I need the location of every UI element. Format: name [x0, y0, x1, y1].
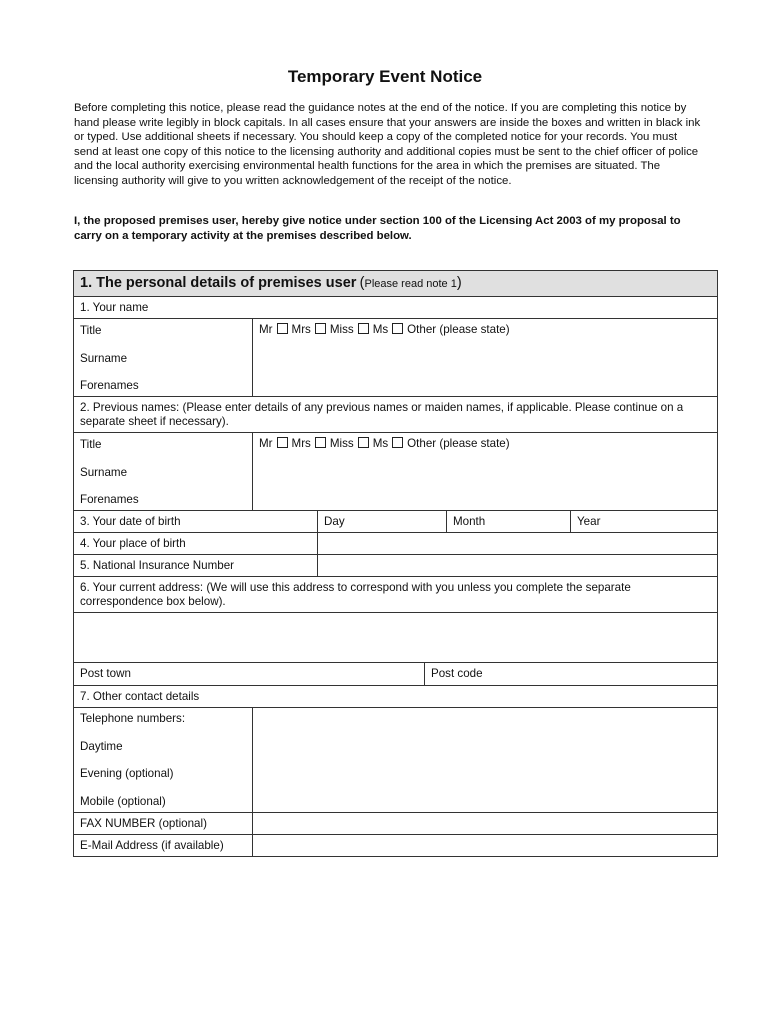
- post-code-field[interactable]: Post code: [424, 663, 717, 685]
- your-name-heading: 1. Your name: [80, 301, 149, 314]
- address-heading-row: [74, 577, 717, 613]
- miss-checkbox[interactable]: [358, 323, 369, 334]
- personal-details-form: [73, 270, 718, 857]
- section-1-header: 1. The personal details of premises user (Please read note 1): [74, 271, 717, 297]
- previous-names-row: [74, 433, 717, 511]
- ms-checkbox[interactable]: [392, 323, 403, 334]
- previous-names-heading: 2. Previous names: (Please enter details of any previous names or maiden names, if applicable. Please continue on a separate sheet if necessary).: [80, 401, 684, 428]
- dob-year-field[interactable]: Year: [570, 511, 717, 532]
- your-name-row: [74, 319, 717, 397]
- fax-row: [74, 813, 717, 835]
- dob-label: 3. Your date of birth: [80, 515, 181, 528]
- ni-number-label: 5. National Insurance Number: [80, 559, 235, 572]
- telephone-row: [74, 708, 717, 813]
- mr-checkbox[interactable]: [277, 323, 288, 334]
- section-1-note: Please read note 1: [364, 278, 457, 290]
- post-town-field[interactable]: Post town: [80, 667, 131, 680]
- post-town-row: [74, 663, 717, 686]
- prev-ms-checkbox[interactable]: [392, 437, 403, 448]
- birthplace-label: 4. Your place of birth: [80, 537, 186, 550]
- address-field[interactable]: [74, 613, 717, 663]
- evening-label: Evening (optional): [80, 767, 174, 780]
- section-1-heading: 1. The personal details of premises user: [80, 275, 357, 291]
- birthplace-row: [74, 533, 717, 555]
- previous-names-heading-row: [74, 397, 717, 433]
- dob-day-field[interactable]: Day: [317, 511, 446, 532]
- document-title: Temporary Event Notice: [287, 67, 483, 86]
- title-label: Title: [80, 324, 102, 337]
- birthplace-field[interactable]: [317, 533, 717, 554]
- prev-forenames-label: Forenames: [80, 493, 139, 506]
- surname-label: Surname: [80, 352, 128, 365]
- declaration-paragraph: I, the proposed premises user, hereby give notice under section 100 of the Licensing Act 2003 of my proposal to carry on a temporary activity at the premises described below.: [74, 215, 681, 242]
- email-label: E-Mail Address (if available): [80, 839, 224, 852]
- mobile-label: Mobile (optional): [80, 795, 166, 808]
- prev-title-label: Title: [80, 438, 102, 451]
- prev-title-options: Mr Mrs Miss Ms Other (please state): [259, 437, 510, 450]
- previous-names-entry[interactable]: [252, 433, 717, 510]
- dob-row: [74, 511, 717, 533]
- prev-mr-checkbox[interactable]: [277, 437, 288, 448]
- other-contact-heading: 7. Other contact details: [80, 690, 200, 703]
- prev-surname-label: Surname: [80, 466, 128, 479]
- fax-label: FAX NUMBER (optional): [80, 817, 207, 830]
- prev-miss-checkbox[interactable]: [358, 437, 369, 448]
- address-heading: 6. Your current address: (We will use this address to correspond with you unless you complete the separate correspondence box below).: [80, 581, 631, 608]
- your-name-entry[interactable]: [252, 319, 717, 396]
- your-name-heading-row: [74, 297, 717, 319]
- telephone-label: Telephone numbers:: [80, 712, 186, 725]
- intro-paragraph: Before completing this notice, please read the guidance notes at the end of the notice. If you are completing this notice by hand please write legibly in block capitals. In all cases ensure that your answers are inside the boxes and written in black ink or typed. Use additional sheets if necessary. You should keep a copy of the completed notice for your records. You must send at least one copy of this notice to the licensing authority and additional copies must be sent to the chief officer of police and the local authority exercising environmental health functions for the area in which the premises are situated. The licensing authority will give to you written acknowledgement of the receipt of the notice.: [74, 102, 701, 187]
- ni-number-row: [74, 555, 717, 577]
- daytime-label: Daytime: [80, 740, 123, 753]
- email-field[interactable]: [252, 835, 717, 856]
- prev-mrs-checkbox[interactable]: [315, 437, 326, 448]
- title-options: Mr Mrs Miss Ms Other (please state): [259, 323, 510, 336]
- forenames-label: Forenames: [80, 379, 139, 392]
- dob-month-field[interactable]: Month: [446, 511, 570, 532]
- other-contact-heading-row: [74, 686, 717, 708]
- telephone-field[interactable]: [252, 708, 717, 812]
- ni-number-field[interactable]: [317, 555, 717, 576]
- mrs-checkbox[interactable]: [315, 323, 326, 334]
- fax-field[interactable]: [252, 813, 717, 834]
- email-row: [74, 835, 717, 856]
